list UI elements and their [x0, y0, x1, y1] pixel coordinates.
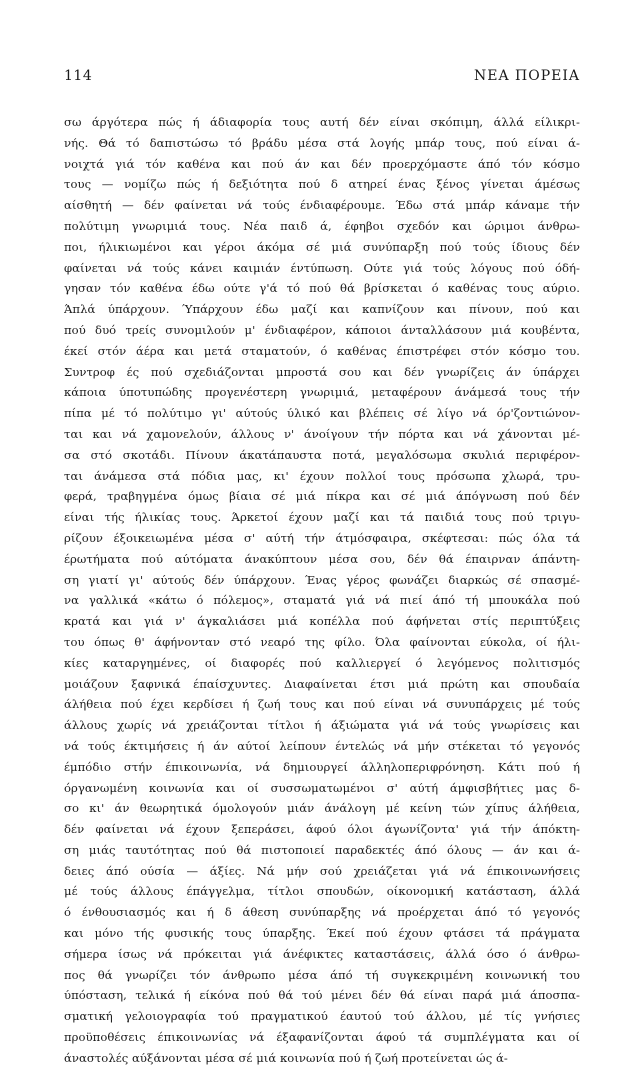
- text-line: δειες άπό ούσία — άξίες. Νά μήν σού χρειάζεται γιά νά έπικοινωνήσεις: [64, 863, 580, 878]
- text-line: ύπόσταση, τελικά ή είκόνα πού θά τού μένει δέν θά είναι παρά μιά άποσπα-: [64, 988, 580, 1003]
- page-header: [64, 68, 580, 90]
- text-line: προϋποθέσεις έπικοινωνίας νά έξαφανίζονται άφού τά συμπλέγματα και οί: [64, 1030, 580, 1045]
- text-line: γησαν τόν καθένα έδω ούτε γ'ά τό πού θά βρίσκεται ό καθένας τους αύριο.: [64, 281, 580, 296]
- text-line: ό ένθουσιασμός και ή δ άθεση συνύπαρξης νά προέρχεται άπό τό γεγονός: [64, 905, 580, 920]
- text-line: ρίζουν έξοικειωμένα μέσα σ' αύτή τήν άτμόσφαιρα, σκέφτεσαι: πώς όλα τά: [64, 530, 580, 545]
- text-line: σήμερα ίσως νά πρόκειται γιά άνέφικτες καταστάσεις, άλλά όσο ό άνθρω-: [64, 946, 580, 961]
- text-line: φερά, τραβηγμένα όμως βίαια σέ μιά πίκρα και σέ μιά άπόγνωση πού δέν: [64, 489, 580, 504]
- text-line: φαίνεται νά τούς κάνει καιμιάν έντύπωση. Ούτε γιά τούς λόγους πού όδή-: [64, 260, 580, 275]
- text-line: Άπλά ύπάρχουν. Ύπάρχουν έδω μαζί και καπνίζουν και πίνουν, πού και: [64, 302, 580, 317]
- text-line: πολύτιμη γνωριμιά τους. Νέα παιδ ά, έφηβοι σχεδόν και ώριμοι άνθρω-: [64, 218, 580, 233]
- text-line: άναστολές αύξάνονται μέσα σέ μιά κοινωνία πού ή ζωή προτείνεται ώς ά-: [64, 1050, 508, 1065]
- text-line: έκεί στόν άέρα και μετά σταματούν, ό καθένας έπιστρέφει στόν κόσμο του.: [64, 343, 580, 358]
- text-line: ται άνάμεσα στά πόδια μας, κι' έχουν πολλοί τους πρόσωπα χλωρά, τρυ-: [64, 468, 580, 483]
- text-line: πού δυό τρείς συνομιλούν μ' ένδιαφέρον, κάποιοι άνταλλάσουν μιά κουβέντα,: [64, 322, 580, 337]
- text-line: ποι, ήλικιωμένοι και γέροι άκόμα σέ μιά συνύπαρξη πού τούς ίδιους δέν: [64, 239, 580, 254]
- text-line: έρωτήματα πού αύτόματα άνακύπτουν μέσα σου, δέν θά έπαιρναν άπάντη-: [64, 551, 580, 566]
- text-line: να γαλλικά «κάτω ό πόλεμος», σταματά γιά νά πιεί άπό τή μπουκάλα πού: [64, 593, 580, 608]
- text-line: ση γιατί γι' αύτούς δέν ύπάρχουν. Ένας γέρος φωνάζει διαρκώς σέ σπασμέ-: [64, 572, 580, 587]
- text-line: νά τούς έκτιμήσεις ή άν αύτοί λείπουν έντελώς νά μήν στέκεται τό γεγονός: [64, 738, 580, 753]
- text-line: σματική γελοιογραφία τού πραγματικού έαυτού τού άλλου, μέ τίς γνήσιες: [64, 1009, 580, 1024]
- page-number: 114: [64, 68, 93, 84]
- text-line: όργανωμένη κοινωνία και οί συσσωματωμένοι σ' αύτή άμφισβήτιες μας δ-: [64, 780, 580, 795]
- text-line: κίες καταργημένες, οί διαφορές πού καλλιεργεί ό λεγόμενος πολιτισμός: [64, 655, 580, 670]
- body-text: [64, 112, 580, 1069]
- text-line: κρατά και γιά ν' άγκαλιάσει μιά κοπέλλα πού άφήνεται στίς περιπτύξεις: [64, 614, 580, 629]
- text-line: δέν φαίνεται νά έχουν ξεπεράσει, άφού όλοι άγωνίζοντα' γιά τήν άπόκτη-: [64, 822, 580, 837]
- text-line: έμπόδιο στήν έπικοινωνία, νά δημιουργεί άλληλοπεριφρόνηση. Κάτι πού ή: [64, 759, 580, 774]
- text-line: ση μιάς ταυτότητας πού θά πιστοποιεί παραδεκτές άπό όλους — άν και ά-: [64, 842, 580, 857]
- running-title: ΝΕΑ ΠΟΡΕΙΑ: [474, 68, 580, 84]
- text-line: πος θά γνωρίζει τόν άνθρωπο μέσα άπό τή συγκεκριμένη κοινωνική του: [64, 967, 580, 982]
- text-line: του όπως θ' άφήνονταν στό νεαρό της φίλο. Όλα φαίνονται εύκολα, οί ήλι-: [64, 634, 580, 649]
- text-line: σο κι' άν θεωρητικά όμολογούν μιάν άνάλογη μέ κείνη τών χίπυς άλήθεια,: [64, 801, 580, 816]
- text-line: είναι τής ήλικίας τους. Άρκετοί έχουν μαζί και τά παιδιά τους πού τριγυ-: [64, 510, 580, 525]
- text-line: μέ τούς άλλους έπάγγελμα, τίτλοι σπουδών, οίκονομική κατάσταση, άλλά: [64, 884, 580, 899]
- text-line: πίπα μέ τό πολύτιμο γι' αύτούς ύλικό και βλέπεις σέ λίγο νά όρ'ζοντιώνον-: [64, 406, 580, 421]
- text-line: άλήθεια πού έχει κερδίσει ή ζωή τους και πού είναι νά συνυπάρχεις μέ τούς: [64, 697, 580, 712]
- text-line: σω άργότερα πώς ή άδιαφορία τους αυτή δέν είναι σκόπιμη, άλλά είλικρι-: [64, 115, 580, 129]
- text-line: κάποια ύποτυπώδης προγενέστερη γνωριμιά, μεταφέρουν άνάμεσά τους τήν: [64, 385, 580, 400]
- text-line: αίσθητή — δέν φαίνεται νά τούς ένδιαφέρουμε. Έδω στά μπάρ κάναμε τήν: [64, 198, 580, 213]
- text-line: νής. Θά τό δαπιστώσω τό βράδυ μέσα στά λογής μπάρ τους, πού είναι ά-: [64, 135, 580, 150]
- text-line: άλλους χωρίς νά χρειάζονται τίτλοι ή άξιώματα γιά νά τούς γνωρίσεις και: [64, 718, 580, 733]
- text-line: ται και νά χαμονελούν, άλλους ν' άνοίγουν τήν πόρτα και νά χάνονται μέ-: [64, 426, 580, 441]
- text-line: τους — νομίζω πώς ή δεξιότητα πού δ ατηρεί ένας ξένος γίνεται άμέσως: [64, 177, 580, 192]
- text-line: Συντροφ ές πού σχεδιάζονται μπροστά σου και δέν γνωρίζεις άν ύπάρχει: [64, 364, 580, 379]
- text-line: και μόνο τής φυσικής τους ύπαρξης. Έκεί πού έχουν φτάσει τά πράγματα: [64, 926, 580, 941]
- text-line: σα στό σκοτάδι. Πίνουν άκατάπαυστα ποτά, μεγαλόσωμα σκυλιά περιφέρον-: [64, 447, 580, 462]
- text-line: μοιάζουν ξαφνικά έπαίσχυντες. Διαφαίνεται έτσι μιά πρώτη και σπουδαία: [64, 676, 580, 691]
- text-line: νοιχτά γιά τόν καθένα και πού άν και δέν προερχόμαστε άπό τόν κόσμο: [64, 156, 580, 171]
